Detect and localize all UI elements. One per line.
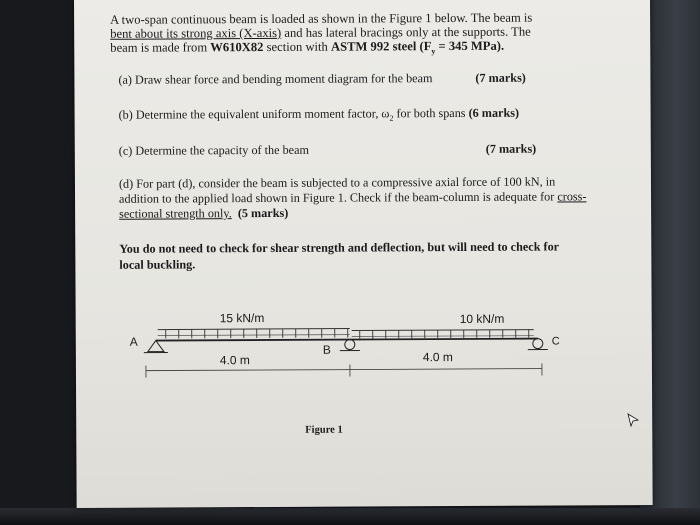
intro-line-3-mid: section with	[263, 39, 332, 55]
support-b-roller	[340, 340, 360, 351]
label-b: B	[322, 342, 331, 357]
steel-grade: ASTM 992 steel (F	[330, 39, 432, 54]
intro-line-1: A two-span continuous beam is loaded as shown in the Figure 1 below. The beam is	[110, 10, 533, 27]
load-right-label: 10 kN/m	[459, 311, 505, 326]
monitor-bezel	[0, 508, 700, 525]
part-a-marks: (7 marks)	[475, 70, 526, 85]
beam-figure	[76, 297, 653, 450]
part-d-sectional: sectional strength only.	[119, 206, 232, 221]
part-c-text: (c) Determine the capacity of the beam	[118, 142, 309, 158]
part-d-marks: (5 marks)	[237, 205, 289, 221]
part-b-text	[119, 106, 520, 125]
load-left-label: 15 kN/m	[219, 311, 265, 326]
intro-line-3	[110, 39, 504, 61]
intro-line-3-pre: beam is made from	[110, 40, 211, 55]
part-b-main: (b) Determine the equivalent uniform moment factor, ω	[118, 106, 390, 122]
udl-left-arrows	[166, 329, 348, 339]
support-c-roller	[528, 339, 548, 350]
udl-right	[352, 330, 534, 339]
span-left-label: 4.0 m	[219, 353, 250, 368]
intro-line-2-rest: and has lateral bracings only at the supports. The	[281, 24, 531, 40]
label-a: A	[129, 334, 138, 349]
yield-strength: = 345 MPa).	[435, 38, 505, 54]
span-right-label: 4.0 m	[422, 350, 453, 365]
note-line-2: local buckling.	[119, 257, 196, 272]
part-d-line-1: (d) For part (d), consider the beam is subjected to a compressive axial force of 100 kN, in	[118, 174, 556, 191]
support-a-pin	[144, 341, 168, 353]
figure-caption: Figure 1	[305, 424, 343, 436]
part-b-rest: for both spans	[393, 105, 469, 121]
part-a-text: (a) Draw shear force and bending moment diagram for the beam	[118, 71, 433, 87]
part-c-marks: (7 marks)	[485, 141, 537, 156]
document-page	[74, 0, 653, 508]
omega-subscript: 2	[389, 113, 394, 123]
udl-right-arrows	[360, 330, 529, 339]
section-designation: W610X82	[210, 40, 264, 55]
part-d-cross: cross-	[557, 189, 587, 204]
udl-left	[158, 329, 350, 339]
label-c: C	[551, 335, 560, 348]
part-b-marks: (6 marks)	[468, 105, 520, 120]
fy-subscript: y	[431, 46, 436, 56]
dimension-line	[146, 364, 542, 378]
note-line-1: You do not need to check for shear strength and deflection, but will need to check for	[119, 239, 560, 256]
part-d-line-2-pre: addition to the applied load shown in Figure 1. Check if the beam-column is adequate for	[119, 189, 558, 206]
cursor-icon	[626, 413, 640, 427]
part-d-line-2	[119, 189, 586, 206]
part-d-line-3	[119, 206, 288, 222]
intro-strong-axis: bent about its strong axis (X-axis)	[110, 25, 282, 41]
